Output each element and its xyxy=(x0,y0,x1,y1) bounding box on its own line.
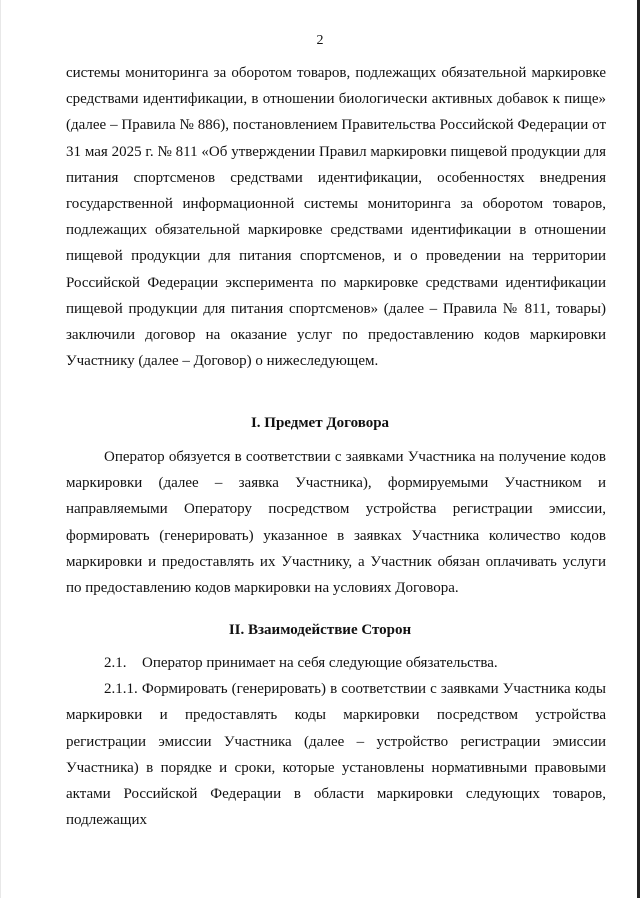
clause-2-1-text: Оператор принимает на себя следующие обязательства. xyxy=(142,655,498,671)
clause-2-1-number: 2.1. xyxy=(104,655,127,671)
section-2-body xyxy=(66,650,606,833)
scan-edge-left xyxy=(0,0,1,898)
section-1-paragraph: Оператор обязуется в соответствии с заявками Участника на получение кодов маркировки (далее – заявка Участника), формируемыми Участником и направляемыми Оператору посредством устройства регистрации эмиссии, формировать (генерировать) указанное в заявках Участника количество кодов маркировки и предоставлять их Участнику, а Участник обязан оплачивать услуги по предоставлению кодов маркировки на условиях Договора. xyxy=(66,449,606,597)
intro-paragraph: системы мониторинга за оборотом товаров, подлежащих обязательной маркировке средствами идентификации, в отношении биологически активных добавок к пище» (далее – Правила № 886), постановлением Правительства Российской Федерации от 31 мая 2025 г. № 811 «Об утверждении Правил маркировки пищевой продукции для питания спортсменов средствами идентификации, особенностях внедрения государственной информационной системы мониторинга за оборотом товаров, подлежащих обязательной маркировке средствами идентификации в отношении пищевой продукции для питания спортсменов, и о проведении на территории Российской Федерации эксперимента по маркировке средствами идентификации пищевой продукции для питания спортсменов» (далее – Правила № 811, товары) заключили договор на оказание услуг по предоставлению кодов маркировки Участнику (далее – Договор) о нижеследующем. xyxy=(66,65,606,370)
intro-paragraph-block xyxy=(66,60,606,374)
page-number: 2 xyxy=(316,33,324,48)
clause-2-1-1: 2.1.1. Формировать (генерировать) в соответствии с заявками Участника коды маркировки и предоставлять коды маркировки посредством устройства регистрации эмиссии Участника (далее – устройство регистрации эмиссии Участника) в порядке и сроки, которые установлены нормативными правовыми актами Российской Федерации в области маркировки следующих товаров, подлежащих xyxy=(66,681,606,829)
clause-2-1 xyxy=(66,650,606,676)
section-2-heading: II. Взаимодействие Сторон xyxy=(228,622,412,638)
section-1-heading: I. Предмет Договора xyxy=(250,415,390,431)
section-1-body xyxy=(66,444,606,601)
